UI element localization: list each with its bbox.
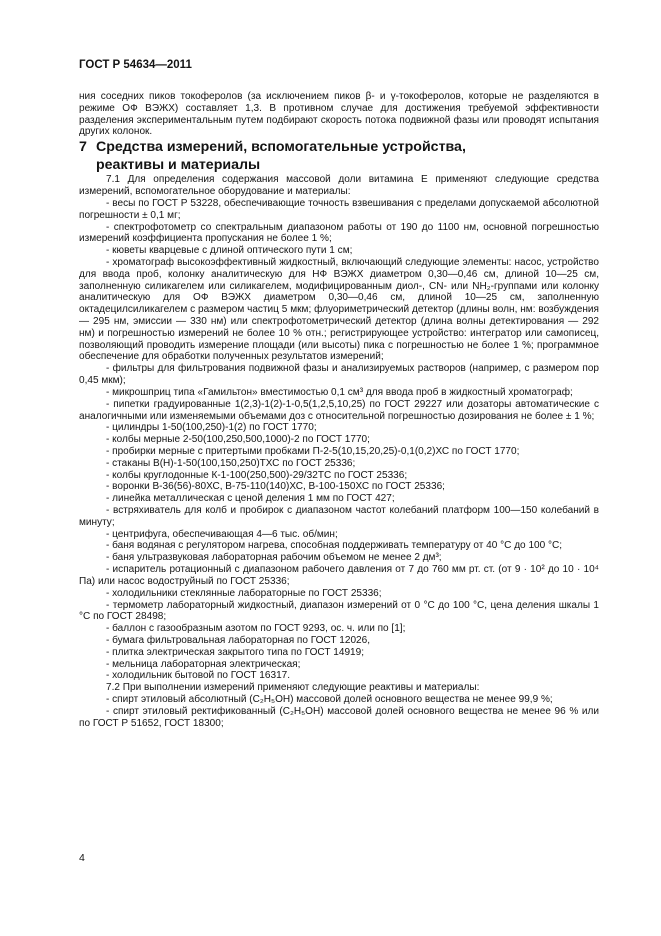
- body-paragraph: - микрошприц типа «Гамильтон» вместимостью 0,1 см³ для ввода проб в жидкостный хроматограф;: [106, 386, 573, 398]
- document-code-header: ГОСТ Р 54634—2011: [79, 59, 192, 71]
- body-paragraph: - спирт этиловый абсолютный (C₂H₅OH) массовой долей основного вещества не менее 99,9 %;: [106, 694, 553, 705]
- body-paragraph: - фильтры для фильтрования подвижной фазы и анализируемых растворов (например, с размером пор 0,45 мкм);: [79, 363, 599, 387]
- body-paragraph: - линейка металлическая с ценой деления 1 мм по ГОСТ 427;: [106, 493, 395, 505]
- section-title-line-2: реактивы и материалы: [96, 157, 261, 174]
- body-paragraph: - баня водяная с регулятором нагрева, способная поддерживать температуру от 40 °С до 100 °С;: [106, 540, 563, 552]
- page-number: 4: [79, 852, 85, 864]
- body-paragraph: - стаканы В(Н)-1-50(100,150,250)ТХС по ГОСТ 25336;: [106, 457, 356, 469]
- body-paragraph: - встряхиватель для колб и пробирок с диапазоном частот колебаний платформ 100—150 колебаний в минуту;: [79, 505, 599, 528]
- body-paragraph: - цилиндры 1-50(100,250)-1(2) по ГОСТ 1770;: [106, 422, 317, 434]
- body-paragraph: 7.1 Для определения содержания массовой доли витамина Е применяют следующие средства измерений, вспомогательное оборудование и материалы:: [79, 174, 599, 198]
- section-heading: [79, 138, 599, 174]
- body-paragraph: - пипетки градуированные 1(2,3)-1(2)-1-0,5(1,2,5,10,25) по ГОСТ 29227 или дозаторы автоматические с аналогичными или изменяемыми объемами доз с относительной погрешностью дозирования не более ± 1 %;: [79, 398, 599, 422]
- body-paragraph: - бумага фильтровальная лабораторная по ГОСТ 12026,: [106, 634, 371, 646]
- body-paragraph: - пробирки мерные с притертыми пробками П-2-5(10,15,20,25)-0,1(0,2)ХС по ГОСТ 1770;: [106, 445, 520, 457]
- body-paragraph: - плитка электрическая закрытого типа по ГОСТ 14919;: [106, 646, 365, 658]
- body-paragraph: - термометр лабораторный жидкостный, диапазон измерений от 0 °С до 100 °С, цена деления шкалы 1 °С по ГОСТ 28498;: [79, 599, 599, 623]
- body-paragraph: 7.2 При выполнении измерений применяют следующие реактивы и материалы:: [106, 682, 480, 694]
- body-paragraph: - спектрофотометр со спектральным диапазоном работы от 190 до 1100 нм, основной погрешностью измерений коэффициента пропускания не более 1 %;: [79, 221, 599, 245]
- section-number: 7: [79, 139, 87, 156]
- body-paragraph: - весы по ГОСТ Р 53228, обеспечивающие точность взвешивания с пределами допускаемой абсолютной погрешности ± 0,1 мг;: [79, 197, 599, 221]
- body-paragraph: - баллон с газообразным азотом по ГОСТ 9293, ос. ч. или по [1];: [106, 623, 406, 635]
- body-paragraph: - кюветы кварцевые с длиной оптического пути 1 см;: [106, 245, 353, 257]
- body-paragraph: - центрифуга, обеспечивающая 4—6 тыс. об/мин;: [106, 528, 338, 540]
- body-paragraph: - спирт этиловый ректификованный (C₂H₅OH) массовой долей основного вещества не менее 96 % или по ГОСТ Р 51652, ГОСТ 18300;: [79, 705, 599, 729]
- body-paragraph: - холодильник бытовой по ГОСТ 16317.: [106, 670, 291, 682]
- body-paragraph: - баня ультразвуковая лабораторная рабочим объемом не менее 2 дм³;: [106, 552, 442, 564]
- body-paragraph: - хроматограф высокоэффективный жидкостный, включающий следующие элементы: насос, устройство для ввода проб, колонку аналитическую для НФ ВЭЖХ диаметром 0,30—0,46 см, длиной 10—25 см, заполненную силикагелем или силикагелем, модифицированным диол-, CN- или NH₂-группами или колонку аналитическую для ОФ ВЭЖХ диаметром 0,30—0,46 см, длиной 10—25 см, заполненную октадецилсиликагелем с размером частиц 5 мкм; флуориметрический детектор (длины волн, нм: возбуждения — 295 нм, эмиссии — 330 нм) или спектрофотометрический детектор (длина волны детектирования — 292 нм) и погрешностью измерений не более 10 % отн.; регистрирующее устройство: интегратор или самописец, позволяющий проводить измерение площади (или высоты) пика с погрешностью не более 1 %; программное обеспечение для обработки полученных результатов измерений;: [79, 256, 599, 363]
- document-body: [79, 91, 599, 729]
- body-paragraph: - колбы круглодонные К-1-100(250,500)-29/32ТС по ГОСТ 25336;: [106, 469, 408, 481]
- body-paragraph: - испаритель ротационный с диапазоном рабочего давления от 7 до 760 мм рт. ст. (от 9 · 10² до 10 · 10⁴ Па) или насос водоструйный по ГОСТ 25336;: [79, 564, 599, 587]
- body-paragraph: - колбы мерные 2-50(100,250,500,1000)-2 по ГОСТ 1770;: [106, 434, 370, 446]
- section-title-line-1: Средства измерений, вспомогательные устройства,: [96, 139, 466, 156]
- body-paragraph: - воронки В-36(56)-80ХС, В-75-110(140)ХС, В-100-150ХС по ГОСТ 25336;: [106, 481, 445, 493]
- intro-paragraph: ния соседних пиков токоферолов (за исключением пиков β- и γ-токоферолов, которые не разделяются в режиме ОФ ВЭЖХ) составляет 1,3. В противном случае для достижения требуемой эффективности разделения экспериментальным путем подбирают скорость потока подвижной фазы или проводят испытания других колонок.: [79, 91, 599, 138]
- body-paragraph: - мельница лабораторная электрическая;: [106, 658, 301, 670]
- body-paragraph: - холодильники стеклянные лабораторные по ГОСТ 25336;: [106, 587, 382, 599]
- paragraph-list: [79, 174, 599, 729]
